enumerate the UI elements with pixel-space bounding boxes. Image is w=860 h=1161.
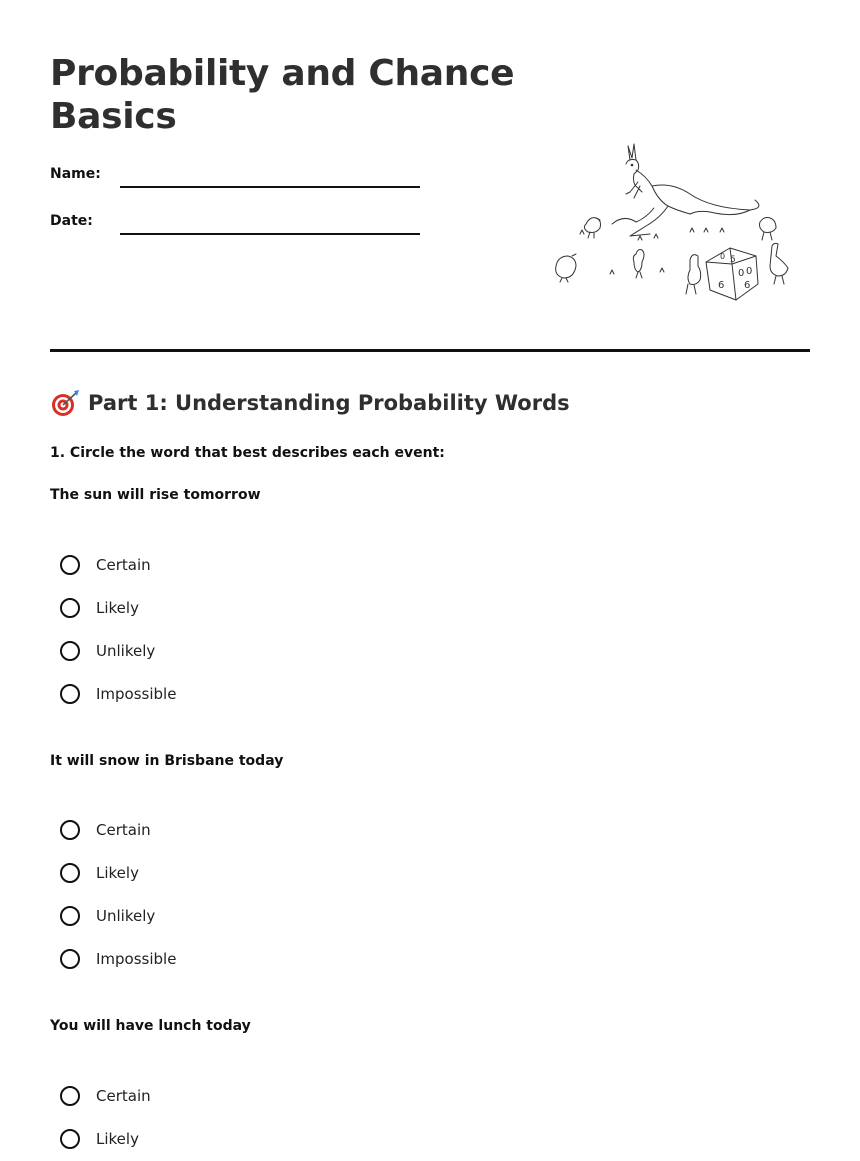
kangaroo-illustration	[550, 138, 795, 308]
option-likely[interactable]	[60, 860, 139, 886]
radio-circle[interactable]	[60, 820, 80, 840]
option-certain[interactable]	[60, 552, 151, 578]
radio-circle[interactable]	[60, 598, 80, 618]
svg-text:0: 0	[720, 252, 726, 261]
option-label: Likely	[96, 864, 139, 882]
svg-text:0: 0	[746, 266, 753, 277]
dice-icon	[706, 248, 758, 300]
option-label: Likely	[96, 599, 139, 617]
option-impossible[interactable]	[60, 946, 176, 972]
svg-text:6: 6	[744, 280, 751, 291]
part1-title: Part 1: Understanding Probability Words	[88, 391, 570, 415]
date-field[interactable]	[50, 213, 420, 237]
option-label: Certain	[96, 556, 151, 574]
part1-heading	[50, 388, 570, 418]
option-unlikely[interactable]	[60, 903, 155, 929]
bird-icons	[556, 218, 788, 295]
option-unlikely[interactable]	[60, 638, 155, 664]
radio-circle[interactable]	[60, 949, 80, 969]
option-label: Impossible	[96, 685, 177, 703]
question-prompt: It will snow in Brisbane today	[50, 753, 284, 769]
radio-circle[interactable]	[60, 906, 80, 926]
question-prompt: The sun will rise tomorrow	[50, 487, 261, 503]
radio-circle[interactable]	[60, 555, 80, 575]
option-label: Unlikely	[96, 907, 156, 925]
radio-circle[interactable]	[60, 863, 80, 883]
name-line[interactable]	[120, 186, 420, 188]
option-label: Certain	[96, 821, 151, 839]
option-certain[interactable]	[60, 817, 151, 843]
option-likely[interactable]	[60, 1126, 139, 1152]
svg-text:6: 6	[718, 280, 725, 291]
option-label: Certain	[96, 1087, 151, 1105]
radio-circle[interactable]	[60, 641, 80, 661]
option-label: Unlikely	[96, 642, 156, 660]
target-dart-icon	[50, 388, 80, 418]
name-label: Name:	[50, 166, 101, 182]
option-likely[interactable]	[60, 595, 139, 621]
date-label: Date:	[50, 213, 93, 229]
option-label: Likely	[96, 1130, 139, 1148]
radio-circle[interactable]	[60, 1129, 80, 1149]
option-certain[interactable]	[60, 1083, 151, 1109]
radio-circle[interactable]	[60, 1086, 80, 1106]
kangaroo-icon	[612, 144, 759, 236]
grass-marks	[580, 228, 724, 274]
date-line[interactable]	[120, 233, 420, 235]
option-label: Impossible	[96, 950, 177, 968]
svg-text:0: 0	[738, 268, 745, 279]
instruction-text: 1. Circle the word that best describes each event:	[50, 445, 445, 461]
option-impossible[interactable]	[60, 681, 176, 707]
question-prompt: You will have lunch today	[50, 1018, 251, 1034]
name-field[interactable]	[50, 166, 420, 190]
section-divider	[50, 349, 810, 352]
svg-text:5: 5	[730, 255, 736, 265]
worksheet-title: Probability and Chance Basics	[50, 53, 515, 137]
radio-circle[interactable]	[60, 684, 80, 704]
